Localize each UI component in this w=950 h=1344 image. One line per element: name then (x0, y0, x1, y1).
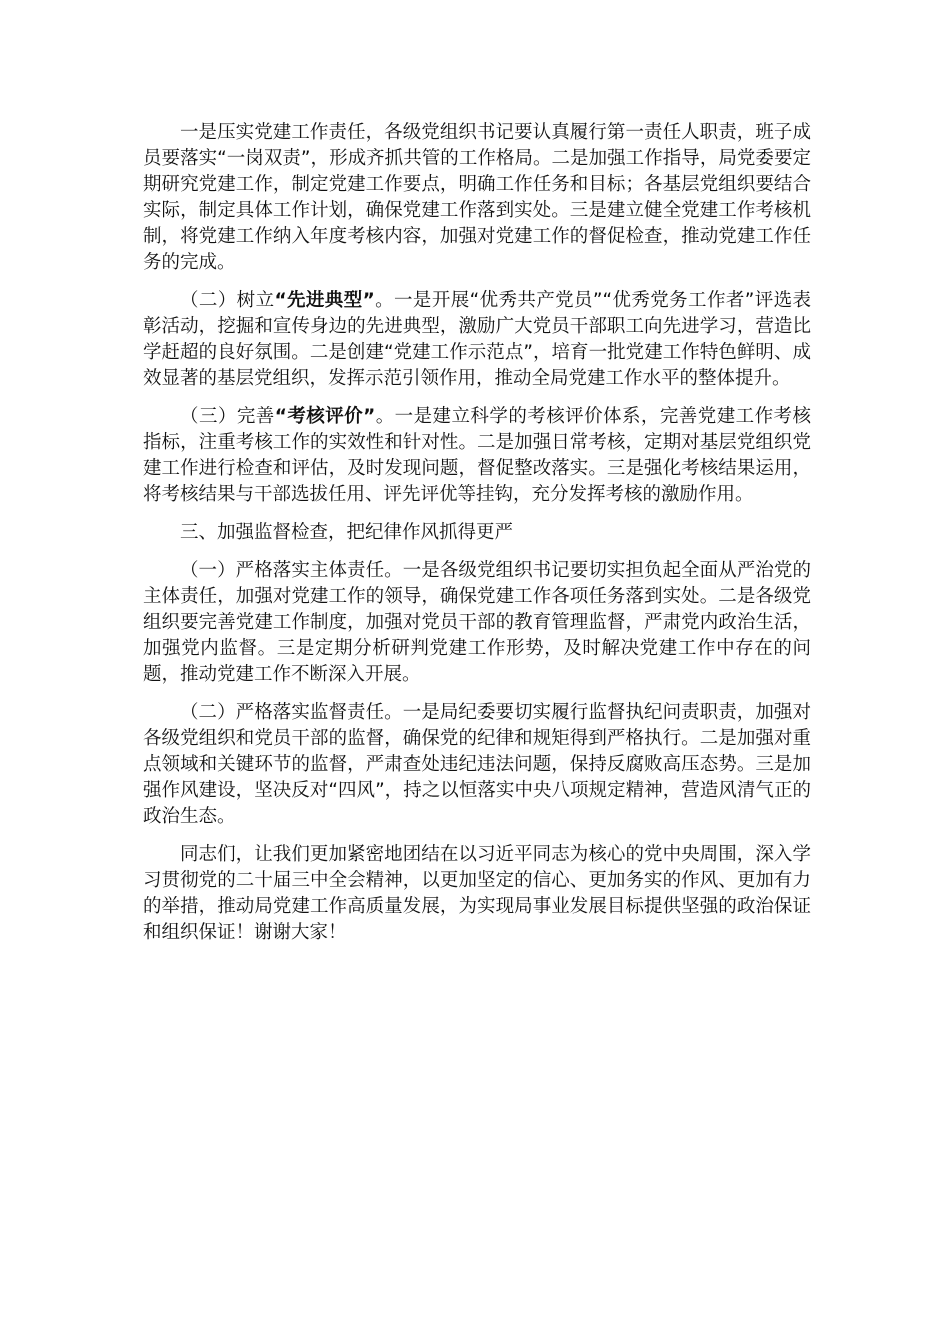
paragraph-closing (143, 842, 811, 946)
paragraph-text: （一）严格落实主体责任。一是各级党组织书记要切实担负起全面从严治党的主体责任，加强对党建工作的领导，确保党建工作各项任务落到实处。二是各级党组织要完善党建工作制度，加强对党员干部的教育管理监督，严肃党内政治生活，加强党内监督。三是定期分析研判党建工作形势，及时解决党建工作中存在的问题，推动党建工作不断深入开展。 (143, 560, 811, 685)
paragraph-lead: （三）完善 (180, 406, 275, 427)
paragraph-supervision-responsibility (143, 700, 811, 830)
paragraph-text: 。一是建立科学的考核评价体系，完善党建工作考核指标，注重考核工作的实效性和针对性。二是加强日常考核，定期对基层党组织党建工作进行检查和评估，及时发现问题，督促整改落实。三是强化考核结果运用，将考核结果与干部选拔任用、评先评优等挂钩，充分发挥考核的激励作用。 (143, 406, 811, 505)
paragraph-advanced-models (143, 288, 811, 392)
paragraph-lead-bold: “先进典型” (274, 290, 375, 311)
paragraph-lead: （二）树立 (180, 290, 275, 311)
paragraph-text: （二）严格落实监督责任。一是局纪委要切实履行监督执纪问责职责，加强对各级党组织和党员干部的监督，确保党的纪律和规矩得到严格执行。二是加强对重点领域和关键环节的监督，严肃查处违纪违法问题，保持反腐败高压态势。三是加强作风建设，坚决反对“四风”，持之以恒落实中央八项规定精神，营造风清气正的政治生态。 (143, 702, 811, 827)
paragraph-lead-bold: “考核评价” (274, 406, 376, 427)
paragraph-text: 一是压实党建工作责任，各级党组织书记要认真履行第一责任人职责，班子成员要落实“一岗双责”，形成齐抓共管的工作格局。二是加强工作指导，局党委要定期研究党建工作，制定党建工作要点，明确工作任务和目标；各基层党组织要结合实际，制定具体工作计划，确保党建工作落到实处。三是建立健全党建工作考核机制，将党建工作纳入年度考核内容，加强对党建工作的督促检查，推动党建工作任务的完成。 (143, 122, 811, 273)
document-body (143, 120, 811, 958)
paragraph-responsibility (143, 120, 811, 276)
paragraph-main-responsibility (143, 558, 811, 688)
section-heading-text: 三、加强监督检查，把纪律作风抓得更严 (180, 522, 514, 543)
paragraph-text: 同志们，让我们更加紧密地团结在以习近平同志为核心的党中央周围，深入学习贯彻党的二十届三中全会精神，以更加坚定的信心、更加务实的作风、更加有力的举措，推动局党建工作高质量发展，为实现局事业发展目标提供坚强的政治保证和组织保证！谢谢大家！ (143, 844, 811, 943)
section-heading-supervision (143, 520, 811, 546)
paragraph-text: 。一是开展“优秀共产党员”“优秀党务工作者”评选表彰活动，挖掘和宣传身边的先进典型，激励广大党员干部职工向先进学习，营造比学赶超的良好氛围。二是创建“党建工作示范点”，培育一批党建工作特色鲜明、成效显著的基层党组织，发挥示范引领作用，推动全局党建工作水平的整体提升。 (143, 290, 811, 389)
paragraph-evaluation (143, 404, 811, 508)
